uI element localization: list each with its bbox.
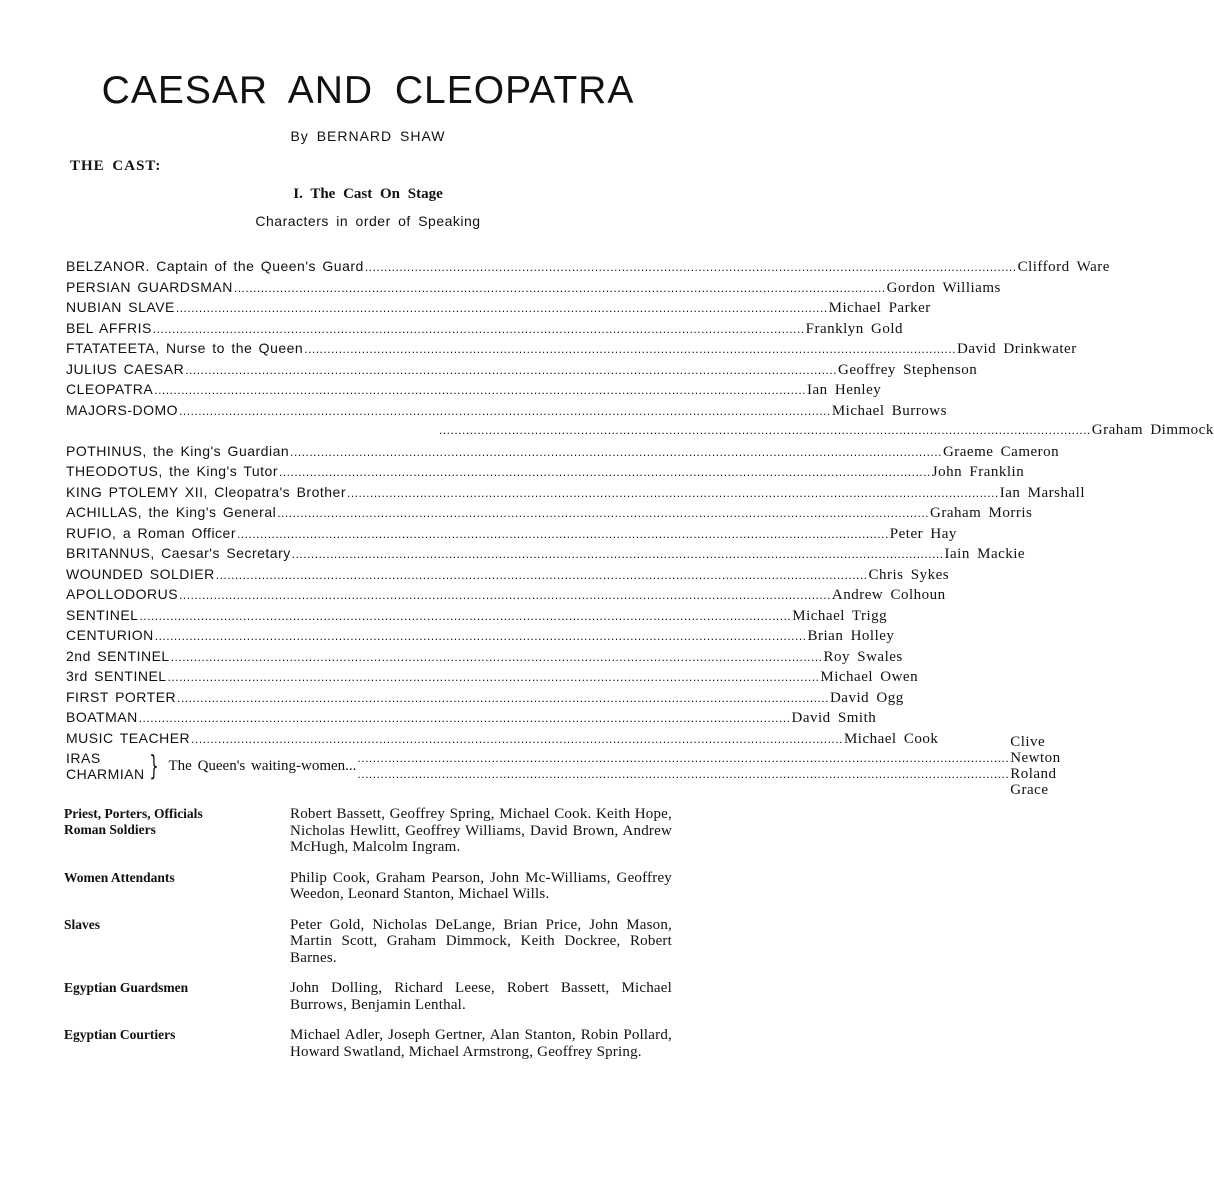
role-name: THEODOTUS, the King's Tutor: [66, 463, 279, 479]
cast-row: [66, 297, 931, 318]
role-name: 2nd SENTINEL: [66, 647, 170, 664]
leader-dots: [155, 626, 807, 647]
cast-row: [66, 318, 904, 339]
leader-dots: [290, 442, 942, 463]
role-name: ACHILLAS, the King's General: [66, 504, 277, 520]
cast-row: [66, 707, 877, 728]
leader-dots: [277, 503, 929, 524]
actor-name: Andrew Colhoun: [831, 587, 946, 603]
role-name: FTATATEETA, Nurse to the Queen: [66, 340, 304, 356]
leader-dots: [176, 298, 828, 319]
cast-row: [66, 584, 946, 605]
cast-row: [66, 523, 957, 544]
actor-name: Michael Cook: [843, 730, 939, 747]
cast-row: [66, 338, 1077, 359]
actor-name: Franklyn Gold: [805, 320, 904, 337]
group-label-line: Priest, Porters, Officials: [64, 806, 203, 821]
cast-row: [66, 605, 888, 626]
actor-name: Clive Newton: [1010, 734, 1061, 766]
role-name: MUSIC TEACHER: [66, 729, 191, 746]
role-name: BEL AFFRIS: [66, 319, 152, 336]
leader-dots: [191, 729, 843, 750]
leader-dots: [168, 667, 820, 688]
actor-name: Peter Hay: [889, 525, 957, 542]
role-name: MAJORS-DOMO: [66, 401, 179, 418]
leader-dots: [171, 647, 823, 668]
ensemble-group: [64, 1027, 672, 1060]
group-label: [64, 917, 290, 967]
actor-name: David Drinkwater: [957, 341, 1077, 357]
group-label: [64, 806, 290, 856]
role-name: RUFIO, a Roman Officer: [66, 524, 237, 541]
cast-row: [66, 400, 947, 421]
waiting-women-leaders: [356, 750, 1010, 782]
group-label: [64, 870, 290, 903]
group-label-line: Slaves: [64, 916, 101, 932]
role-name: PERSIAN GUARDSMAN: [66, 278, 233, 295]
actor-name: Ian Marshall: [999, 484, 1085, 501]
role-name: CLEOPATRA: [66, 381, 154, 397]
actor-name: Roland Grace: [1010, 766, 1057, 798]
leader-dots: [234, 278, 886, 299]
actor-name: Michael Burrows: [831, 402, 947, 419]
leader-dots: [179, 585, 831, 606]
role-name: BOATMAN: [66, 709, 138, 725]
leader-dots: [216, 565, 868, 586]
page-title: CAESAR AND CLEOPATRA: [101, 69, 635, 112]
leader-dots: [365, 257, 1017, 278]
cast-row: [66, 461, 1025, 482]
group-label-line: Egyptian Guardsmen: [64, 980, 189, 995]
leader-dots: [179, 401, 831, 422]
cast-row: [66, 359, 978, 380]
actor-name: Graeme Cameron: [942, 443, 1060, 460]
role-name: KING PTOLEMY XII, Cleopatra's Brother: [66, 483, 346, 500]
leader-dots: [279, 462, 931, 483]
role-name: JULIUS CAESAR: [66, 360, 185, 377]
leader-dots: [153, 319, 805, 340]
leader-dots: [292, 544, 944, 565]
cast-row: [66, 502, 1033, 523]
cast-list: [66, 256, 1214, 798]
group-members: Peter Gold, Nicholas DeLange, Brian Price, John Mason, Martin Scott, Graham Dimmock, Keith Dockree, Robert Barnes.: [290, 916, 672, 966]
actor-name: Brian Holley: [807, 628, 895, 644]
role-name: SENTINEL: [66, 606, 139, 623]
group-members: Michael Adler, Joseph Gertner, Alan Stanton, Robin Pollard, Howard Swatland, Michael Armstrong, Geoffrey Spring.: [290, 1027, 672, 1060]
actor-name: John Franklin: [931, 464, 1025, 480]
section-subheading: Characters in order of Speaking: [255, 213, 481, 229]
cast-label: THE CAST:: [70, 158, 162, 174]
leader-dots: [304, 339, 956, 360]
cast-row: [66, 482, 1085, 503]
waiting-women-description: The Queen's waiting-women...: [168, 757, 357, 774]
cast-row: [66, 728, 939, 749]
actor-name: Michael Parker: [828, 300, 931, 316]
leader-dots: [177, 688, 829, 709]
ensemble-group: [64, 917, 672, 967]
actor-name: David Smith: [791, 710, 877, 726]
leader-dots: [139, 606, 791, 627]
actor-name: Gordon Williams: [886, 279, 1001, 296]
author-byline: By BERNARD SHAW: [290, 128, 446, 144]
cast-row: [66, 441, 1060, 462]
role-name: CHARMIAN: [66, 766, 145, 782]
actor-name: Graham Dimmock: [1091, 422, 1214, 438]
right-brace-icon: }: [149, 749, 159, 782]
cast-row-alternate: [66, 420, 1214, 441]
actor-name: David Ogg: [829, 689, 904, 706]
role-name: 3rd SENTINEL: [66, 668, 167, 684]
actor-name: Clifford Ware: [1017, 259, 1110, 275]
cast-row: [66, 625, 895, 646]
role-name: WOUNDED SOLDIER: [66, 565, 215, 582]
leader-dots: [357, 766, 1009, 782]
role-name: APOLLODORUS: [66, 586, 179, 602]
cast-row: [66, 564, 950, 585]
actor-name: Graham Morris: [930, 505, 1033, 521]
cast-row: [66, 687, 904, 708]
cast-row: [66, 646, 903, 667]
ensemble-groups: [64, 806, 672, 1074]
ensemble-group: [64, 980, 672, 1013]
role-name: NUBIAN SLAVE: [66, 299, 175, 315]
actor-name: Michael Trigg: [792, 607, 888, 624]
role-name: IRAS: [66, 750, 101, 766]
actor-name: Chris Sykes: [868, 566, 950, 583]
cast-row: [66, 543, 1026, 564]
group-members: Robert Bassett, Geoffrey Spring, Michael Cook. Keith Hope, Nicholas Hewlitt, Geoffrey Williams, David Brown, Andrew McHugh, Malcolm Ingram.: [290, 806, 672, 855]
role-name: CENTURION: [66, 627, 154, 643]
waiting-women-roles: [66, 750, 145, 782]
cast-row: [66, 666, 919, 687]
actor-name: Iain Mackie: [944, 546, 1026, 562]
leader-dots: [237, 524, 889, 545]
actor-name: Geoffrey Stephenson: [837, 361, 978, 378]
ensemble-group: [64, 806, 672, 856]
actor-name: Michael Owen: [820, 669, 919, 685]
ensemble-group: [64, 870, 672, 903]
group-label: [64, 980, 290, 1013]
leader-dots: [357, 750, 1009, 766]
role-name: FIRST PORTER: [66, 688, 177, 705]
section-heading: I. The Cast On Stage: [293, 186, 443, 202]
role-name: BELZANOR. Captain of the Queen's Guard: [66, 258, 364, 274]
group-label: [64, 1027, 290, 1060]
cast-row: [66, 277, 1001, 298]
group-members: John Dolling, Richard Leese, Robert Bassett, Michael Burrows, Benjamin Lenthal.: [290, 980, 672, 1013]
actor-name: Roy Swales: [823, 648, 903, 665]
leader-dots: [154, 380, 806, 401]
leader-dots: [139, 708, 791, 729]
waiting-women-actors: [1010, 734, 1061, 798]
actor-name: Ian Henley: [807, 382, 882, 398]
role-name: BRITANNUS, Caesar's Secretary: [66, 545, 291, 561]
leader-dots: [185, 360, 837, 381]
role-name: POTHINUS, the King's Guardian: [66, 442, 290, 459]
leader-dots: [439, 420, 1091, 441]
cast-row: [66, 256, 1110, 277]
cast-row: [66, 379, 882, 400]
group-members: Philip Cook, Graham Pearson, John Mc-Williams, Geoffrey Weedon, Leonard Stanton, Michael Wills.: [290, 869, 672, 902]
group-label-line: Egyptian Courtiers: [64, 1027, 176, 1042]
group-label-line: Women Attendants: [64, 869, 175, 885]
leader-dots: [347, 483, 999, 504]
group-label-line: Roman Soldiers: [64, 822, 156, 837]
